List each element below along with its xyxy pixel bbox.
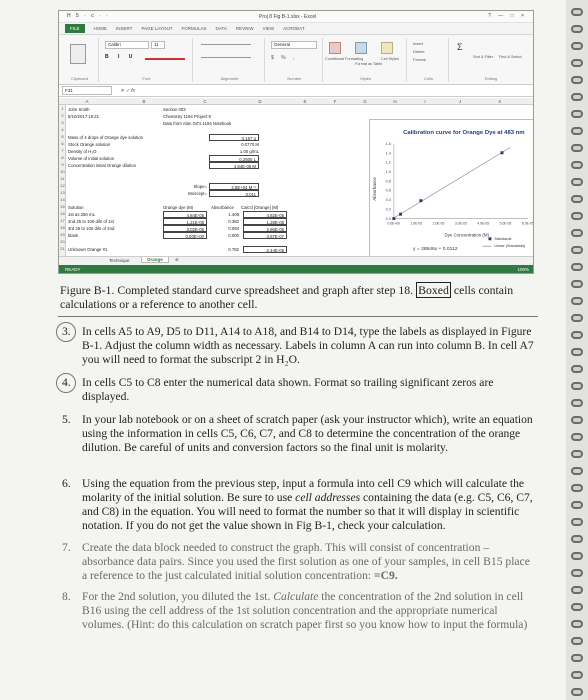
cell-b3[interactable]: Data from Alan Grl's 1194 Notebook xyxy=(163,121,232,126)
row-header[interactable]: 8 xyxy=(61,155,64,160)
trendline xyxy=(394,148,510,218)
number-label: Number xyxy=(287,76,302,81)
cell-b18[interactable]: 0.00E+00 xyxy=(163,232,207,239)
conditional-formatting-button[interactable]: Conditional Formatting xyxy=(325,57,364,61)
cell-c15[interactable]: 1.406 xyxy=(228,212,239,217)
cell-a1[interactable]: John Smith xyxy=(68,107,90,112)
currency-percent-icon[interactable]: $ % , xyxy=(271,55,298,61)
binding-coil xyxy=(571,212,583,220)
spreadsheet-screenshot xyxy=(58,10,534,274)
spiral-binding xyxy=(566,0,588,700)
binding-coil xyxy=(571,620,583,628)
cell-c11[interactable]: 2.8E+04 M⁻¹ xyxy=(209,183,259,190)
step-4 xyxy=(58,376,536,404)
window-controls[interactable]: ? — □ × xyxy=(488,13,527,19)
binding-coil xyxy=(571,382,583,390)
cell-a7[interactable]: Density of H₂O xyxy=(68,149,97,154)
y-tick-label: 1.6 xyxy=(385,141,391,146)
row-header[interactable]: 21 xyxy=(60,246,65,251)
ribbon-tabs xyxy=(59,23,533,35)
cell-c6[interactable]: 0.0770 M xyxy=(241,142,259,147)
step-number: 5. xyxy=(62,413,71,426)
binding-coil xyxy=(571,59,583,67)
bold-italic-underline-icon[interactable]: B I U xyxy=(105,54,137,60)
binding-coil xyxy=(571,484,583,492)
alignment-group xyxy=(195,38,265,82)
column-header[interactable]: B xyxy=(142,99,146,104)
binding-coil xyxy=(571,93,583,101)
cell-c20[interactable]: 0.782 xyxy=(228,247,239,252)
step-text-part: the concentration of the 2nd solution in cell B16 using the cell address of the 1st solution concentration and the appropriate numerical volumes. (Hint: do this calculation on scratch paper first so you know how to input the formula) xyxy=(82,590,528,632)
cell-a17[interactable]: 3rd 25 to 100 diln of 2nd xyxy=(68,226,115,231)
divider xyxy=(58,316,538,317)
step-text-emphasis: cell addresses xyxy=(295,491,361,505)
clipboard-label: Clipboard xyxy=(70,76,89,81)
binding-coil xyxy=(571,535,583,543)
binding-coil xyxy=(571,280,583,288)
styles-label: Styles xyxy=(360,76,371,81)
editing-group xyxy=(451,38,531,82)
row-header[interactable]: 13 xyxy=(60,190,65,195)
font-label: Font xyxy=(142,76,151,81)
binding-coil xyxy=(571,365,583,373)
y-tick-label: 1.2 xyxy=(385,160,391,165)
step-text xyxy=(82,541,536,583)
column-headers xyxy=(59,98,534,105)
excel-title-bar xyxy=(59,11,533,23)
row-header[interactable]: 15 xyxy=(60,204,65,209)
cell-b12[interactable]: Intercept= xyxy=(187,191,207,196)
binding-coil xyxy=(571,518,583,526)
alignment-label: Alignment xyxy=(220,76,239,81)
cell-c7[interactable]: 1.00 g/mL xyxy=(239,149,259,154)
row-header[interactable]: 17 xyxy=(60,218,65,223)
row-header[interactable]: 19 xyxy=(60,232,65,237)
step-7 xyxy=(58,541,536,583)
x-tick-label: 1.0E-05 xyxy=(410,221,423,226)
x-tick-label: 5.0E-05 xyxy=(499,221,512,226)
tab-formulas[interactable]: FORMULAS xyxy=(181,26,207,31)
y-axis-label: Absorbance xyxy=(372,177,378,201)
step-text xyxy=(82,477,536,533)
x-tick-label: 0.0E+00 xyxy=(387,221,401,226)
column-header[interactable]: F xyxy=(333,99,337,104)
y-tick-label: 0.2 xyxy=(385,207,391,212)
add-sheet-icon[interactable]: ⊕ xyxy=(175,257,179,262)
find-select-button[interactable]: Find & Select xyxy=(499,55,522,59)
column-header[interactable]: E xyxy=(303,99,307,104)
window-title: Proj 8 Fig B-1.xlsx - Excel xyxy=(259,14,317,20)
y-tick-label: 0.8 xyxy=(385,179,391,184)
y-tick-label: 1.0 xyxy=(385,170,391,175)
step-number: 7. xyxy=(62,541,71,554)
binding-coil xyxy=(571,263,583,271)
binding-coil xyxy=(571,297,583,305)
cell-styles-icon[interactable] xyxy=(381,42,393,54)
cell-a9[interactable]: Concentration initial Orange dilution xyxy=(68,163,137,168)
delete-cells-button[interactable]: Delete xyxy=(413,49,425,54)
binding-coil xyxy=(571,637,583,645)
row-header[interactable]: 16 xyxy=(60,211,65,216)
cell-d20[interactable]: 2.44E-05 xyxy=(243,246,287,253)
conditional-formatting-icon[interactable] xyxy=(329,42,341,54)
binding-coil xyxy=(571,144,583,152)
binding-coil xyxy=(571,416,583,424)
caption-figure-number: Figure B-1. xyxy=(60,283,115,297)
cell-d14[interactable]: Calc'd [Orange] (M) xyxy=(241,205,279,210)
binding-coil xyxy=(571,552,583,560)
y-tick-label: 0.4 xyxy=(385,198,391,203)
step-text-part: For the 2nd solution, you diluted the 1st. xyxy=(82,590,274,603)
cell-d17[interactable]: 2.86E-06 xyxy=(243,225,287,232)
binding-coil xyxy=(571,399,583,407)
binding-coil xyxy=(571,348,583,356)
number-format-box[interactable]: General xyxy=(271,41,317,49)
binding-coil xyxy=(571,127,583,135)
step-text: In cells C5 to C8 enter the numerical data shown. Format so trailing significant zeros are displayed. xyxy=(82,376,494,404)
row-header[interactable]: 5 xyxy=(61,134,64,139)
cell-d16[interactable]: 1.28E-05 xyxy=(243,218,287,225)
tab-data[interactable]: DATA xyxy=(215,26,227,31)
binding-coil xyxy=(571,246,583,254)
step-number: 8. xyxy=(62,590,71,603)
step-text: In your lab notebook or on a sheet of scratch paper (ask your instructor which), write an equation using the information in cells C5, C6, C7, and C8 to determine the concentration of the orange dilution. Be careful of units and conversion factors so the final unit is molarity. xyxy=(82,413,533,455)
sheet-tab-technique[interactable]: Technique xyxy=(109,258,130,263)
row-header[interactable]: 4 xyxy=(61,127,64,132)
cell-b17[interactable]: 3.02E-06 xyxy=(163,225,207,232)
binding-coil xyxy=(571,42,583,50)
binding-coil xyxy=(571,569,583,577)
legend-standards: Standards xyxy=(494,237,512,242)
column-header[interactable]: K xyxy=(498,99,502,104)
cell-b2[interactable]: Chemistry 1194 Project 8 xyxy=(163,114,211,119)
format-cells-button[interactable]: Format xyxy=(413,57,426,62)
cell-a14[interactable]: Solution xyxy=(68,205,84,210)
row-headers xyxy=(59,105,66,256)
step-8 xyxy=(58,590,536,632)
data-point[interactable] xyxy=(419,199,422,202)
status-ready: READY xyxy=(65,267,81,272)
sheet-tab-orange[interactable]: Orange xyxy=(141,257,169,263)
caption-rest: cells contain calculations or a reference to another cell. xyxy=(60,283,514,311)
tab-review[interactable]: REVIEW xyxy=(235,26,254,31)
row-header[interactable]: 2 xyxy=(61,113,64,118)
styles-group xyxy=(325,38,407,82)
quick-access-toolbar[interactable]: H 5 · c · · xyxy=(67,13,110,19)
format-as-table-button[interactable]: Format as Table xyxy=(355,62,383,66)
x-axis-label: Dye Concentration (M) xyxy=(444,232,490,238)
sort-filter-button[interactable]: Sort & Filter xyxy=(473,55,494,59)
cell-a15[interactable]: 1st as 250 mL xyxy=(68,212,95,217)
figure-caption xyxy=(60,283,538,311)
cell-c12[interactable]: 0.011 xyxy=(209,190,259,197)
cell-c17[interactable]: 0.094 xyxy=(228,226,239,231)
row-header[interactable]: 14 xyxy=(60,197,65,202)
tab-page-layout[interactable]: PAGE LAYOUT xyxy=(141,26,173,31)
cell-a16[interactable]: 2nd 25 to 100 diln of 1st xyxy=(68,219,114,224)
y-tick-label: 1.4 xyxy=(385,151,391,156)
cell-b14[interactable]: Orange dye (M) xyxy=(163,205,194,210)
cell-c18[interactable]: 0.000 xyxy=(228,233,239,238)
binding-coil xyxy=(571,8,583,16)
tab-acrobat[interactable]: ACROBAT xyxy=(283,26,305,31)
data-point[interactable] xyxy=(501,151,504,154)
binding-coil xyxy=(571,433,583,441)
column-header[interactable]: G xyxy=(363,99,367,104)
binding-coil xyxy=(571,467,583,475)
binding-coil xyxy=(571,161,583,169)
row-header[interactable]: 11 xyxy=(60,176,65,181)
binding-coil xyxy=(571,331,583,339)
data-point[interactable] xyxy=(392,217,395,220)
column-header[interactable]: D xyxy=(258,99,262,104)
tab-insert[interactable]: INSERT xyxy=(116,26,133,31)
cell-d15[interactable]: 4.82E-05 xyxy=(243,211,287,218)
fx-icon[interactable]: ✕ ✓ fx xyxy=(120,87,136,94)
calibration-chart[interactable] xyxy=(369,119,534,259)
font-group xyxy=(101,38,193,82)
row-header[interactable]: 6 xyxy=(61,141,64,146)
ribbon xyxy=(59,35,533,85)
format-as-table-icon[interactable] xyxy=(355,42,367,54)
binding-coil xyxy=(571,110,583,118)
cell-a2[interactable]: 5/10/2017 16:21 xyxy=(68,114,100,119)
cell-b1[interactable]: Section 003 xyxy=(163,107,186,112)
cell-c5[interactable]: 0.157 g xyxy=(209,134,259,141)
row-header[interactable]: 10 xyxy=(60,169,65,174)
cells-group xyxy=(409,38,449,82)
legend-marker xyxy=(488,237,491,240)
step-formula: =C9. xyxy=(373,569,398,583)
row-header[interactable]: 1 xyxy=(61,106,64,111)
x-tick-label: 2.0E-05 xyxy=(432,221,445,226)
cell-d18[interactable]: 3.87E-07 xyxy=(243,232,287,239)
x-tick-label: 6.0E-05 xyxy=(522,221,534,226)
name-box[interactable]: F31 xyxy=(62,86,112,95)
row-header[interactable]: 18 xyxy=(60,225,65,230)
binding-coil xyxy=(571,195,583,203)
formula-bar xyxy=(59,85,533,97)
autosum-icon[interactable]: Σ xyxy=(457,42,463,52)
chart-title: Calibration curve for Orange Dye at 483 nm xyxy=(403,129,525,136)
step-text: In cells A5 to A9, D5 to D11, A14 to A18, and B14 to D14, type the labels as displayed in Figure B-1. Adjust the column width as necessary. Labels in column A can run into column B. In cell A7 you will need to format the subscript 2 in H₂O. xyxy=(82,325,534,367)
row-header[interactable]: 20 xyxy=(60,239,65,244)
editing-label: Editing xyxy=(484,76,498,81)
x-tick-label: 3.0E-05 xyxy=(455,221,467,226)
data-point[interactable] xyxy=(399,213,402,216)
cell-c16[interactable]: 0.382 xyxy=(228,219,239,224)
tab-home[interactable]: HOME xyxy=(93,26,108,31)
cell-b11[interactable]: Slope= xyxy=(193,184,207,189)
binding-coil xyxy=(571,450,583,458)
font-size-box[interactable]: 11 xyxy=(151,41,165,49)
binding-coil xyxy=(571,688,583,696)
binding-coil xyxy=(571,671,583,679)
cell-b16[interactable]: 1.21E-05 xyxy=(163,218,207,225)
cell-a18[interactable]: blank xyxy=(68,233,79,238)
status-bar xyxy=(59,265,534,274)
step-6 xyxy=(58,477,536,533)
step-3 xyxy=(58,325,536,367)
binding-coil xyxy=(571,603,583,611)
caption-boxed-word: Boxed xyxy=(418,283,449,297)
binding-coil xyxy=(571,501,583,509)
cell-c14[interactable]: Absorbance xyxy=(211,205,234,210)
cell-c8[interactable]: 0.2500 L xyxy=(209,155,259,162)
zoom-level[interactable]: 100% xyxy=(517,267,529,272)
step-5 xyxy=(58,413,536,455)
binding-coil xyxy=(571,314,583,322)
cells-label: Cells xyxy=(424,76,433,81)
y-tick-label: 0.0 xyxy=(385,216,391,221)
binding-coil xyxy=(571,178,583,186)
step-text xyxy=(82,590,536,632)
cell-a6[interactable]: Stock Orange solution xyxy=(68,142,111,147)
row-header[interactable]: 7 xyxy=(61,148,64,153)
step-text-emphasis: Calculate xyxy=(273,590,319,603)
x-tick-label: 4.0E-05 xyxy=(477,221,490,226)
tab-file[interactable]: FILE xyxy=(65,24,85,33)
step-text-part: containing the data (e.g. C5, C6, C7, and C8) in the equation. You will need to format the number so that it will display in scientific notation. If you do not get the value shown in Fig B-1, check your calculation. xyxy=(82,491,533,533)
cell-a5[interactable]: Mass of 4 drops of Orange dye solution xyxy=(68,135,143,140)
number-group xyxy=(267,38,323,82)
column-header[interactable]: H xyxy=(393,99,397,104)
y-tick-label: 0.6 xyxy=(385,188,391,193)
step-text-part: Using the equation from the previous step, input a formula into cell C9 which will calculate the molarity of the initial solution. Be sure to use xyxy=(82,477,525,505)
paste-icon[interactable] xyxy=(70,44,86,64)
clipboard-group xyxy=(61,38,99,82)
column-header[interactable]: J xyxy=(458,99,462,104)
tab-view[interactable]: VIEW xyxy=(262,26,275,31)
cell-b15[interactable]: 4.84E-05 xyxy=(163,211,207,218)
caption-text: Completed standard curve spreadsheet and graph after step 18. xyxy=(117,283,414,297)
row-header[interactable]: 12 xyxy=(60,183,65,188)
step-text-part: Create the data block needed to construct the graph. This will consist of concentration – absorbance data pairs. Since you used the first solution as one of your samples, in cell B15 place a reference to the just calculated initial solution concentration: xyxy=(82,541,530,583)
binding-coil xyxy=(571,229,583,237)
binding-coil xyxy=(571,76,583,84)
trendline-equation: y = 28946x + 0.0112 xyxy=(413,247,458,253)
cell-a8[interactable]: Volume of initial solution xyxy=(68,156,115,161)
row-header[interactable]: 3 xyxy=(61,120,64,125)
cell-styles-button[interactable]: Cell Styles xyxy=(381,57,399,61)
column-header[interactable]: I xyxy=(424,99,426,104)
sheet-tabs-bar xyxy=(59,256,534,265)
binding-coil xyxy=(571,25,583,33)
font-name-box[interactable]: Calibri xyxy=(105,41,149,49)
cell-a20[interactable]: Unknown Orange #1 xyxy=(68,247,108,252)
legend-linear: Linear (Standards) xyxy=(494,244,526,249)
cell-c9[interactable]: 4.84E-05 M xyxy=(209,162,259,169)
column-header[interactable]: A xyxy=(85,99,89,104)
step-number: 6. xyxy=(62,477,71,490)
column-header[interactable]: C xyxy=(203,99,207,104)
row-header[interactable]: 9 xyxy=(61,162,64,167)
font-color-icon[interactable] xyxy=(145,54,185,60)
step-number: 3. xyxy=(62,325,71,338)
binding-coil xyxy=(571,654,583,662)
align-icon[interactable] xyxy=(201,44,251,58)
binding-coil xyxy=(571,586,583,594)
insert-cells-button[interactable]: Insert xyxy=(413,41,424,46)
step-number: 4. xyxy=(62,376,71,389)
